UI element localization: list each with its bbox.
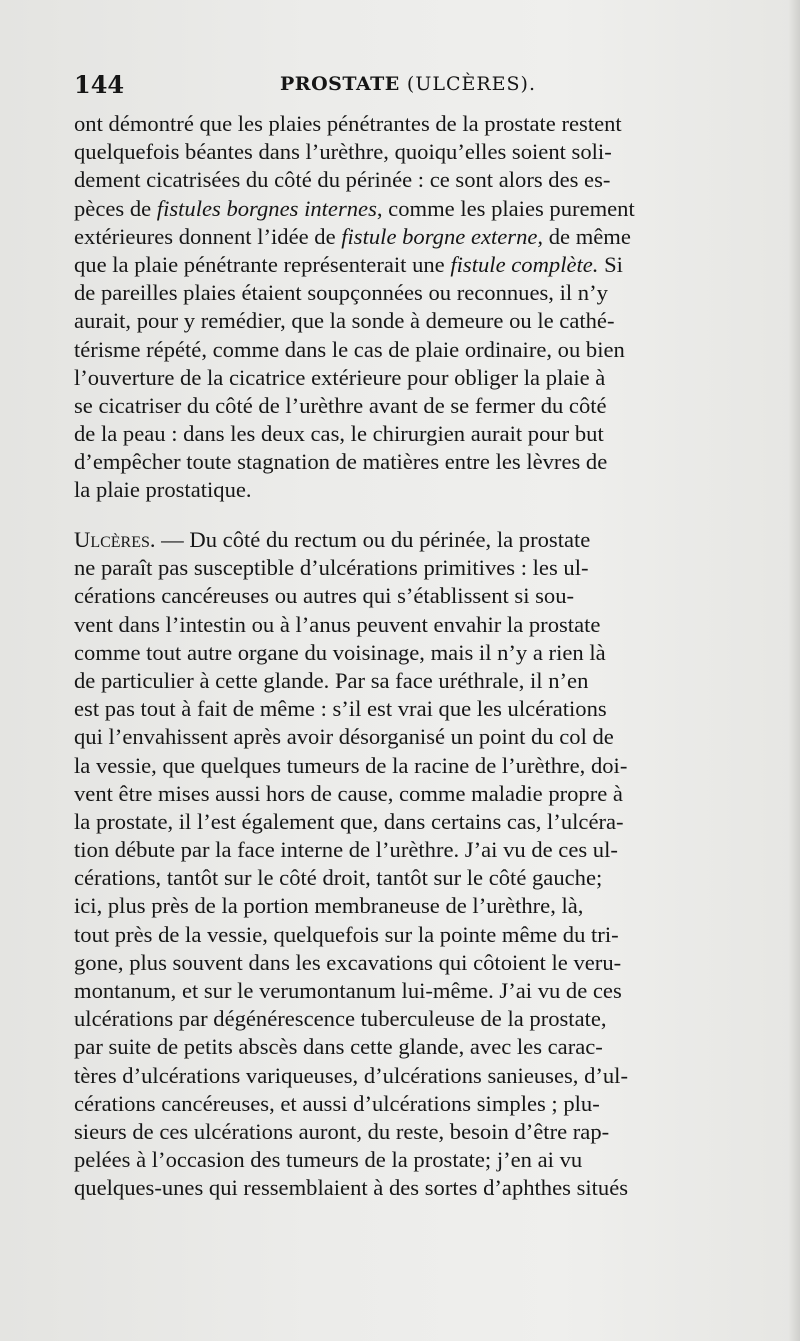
text-line: la vessie, que quelques tumeurs de la racine de l’urèthre, doi- [74, 752, 628, 778]
text-segment: extérieures donnent l’idée de [74, 223, 342, 249]
text-line: par suite de petits abscès dans cette glande, avec les carac- [74, 1034, 603, 1060]
text-line: pelées à l’occasion des tumeurs de la prostate; j’en ai vu [74, 1147, 583, 1173]
text-line: se cicatriser du côté de l’urèthre avant de se fermer du côté [74, 392, 607, 418]
text-line: la prostate, il l’est également que, dans certains cas, l’ulcéra- [74, 808, 624, 834]
text-line: la plaie prostatique. [74, 477, 252, 503]
paragraph-ulceres [74, 526, 742, 1203]
text-segment: Si [598, 251, 623, 277]
section-heading: Ulcères. [74, 527, 156, 552]
running-title [74, 73, 742, 95]
text-line: ici, plus près de la portion membraneuse de l’urèthre, là, [74, 893, 584, 919]
text-line: qui l’envahissent après avoir désorganisé un point du col de [74, 724, 614, 750]
text-line: tout près de la vessie, quelquefois sur la pointe même du tri- [74, 921, 619, 947]
text-segment: pèces de [74, 195, 157, 221]
paragraph-plaies [74, 110, 742, 505]
text-line: aurait, pour y remédier, que la sonde à demeure ou le cathé- [74, 308, 615, 334]
text-line: cérations cancéreuses, et aussi d’ulcérations simples ; plu- [74, 1090, 600, 1116]
text-line: vent dans l’intestin ou à l’anus peuvent envahir la prostate [74, 611, 601, 637]
text-line: dement cicatrisées du côté du périnée : ce sont alors des es- [74, 167, 611, 193]
text-line: d’empêcher toute stagnation de matières entre les lèvres de [74, 449, 608, 475]
text-line: tères d’ulcérations variqueuses, d’ulcérations sanieuses, d’ul- [74, 1062, 628, 1088]
running-header [74, 70, 742, 110]
text-line: vent être mises aussi hors de cause, comme maladie propre à [74, 780, 623, 806]
text-line: cérations cancéreuses ou autres qui s’établissent si sou- [74, 583, 575, 609]
text-line: quelques-unes qui ressemblaient à des sortes d’aphthes situés [74, 1175, 629, 1201]
text-line [74, 195, 742, 223]
running-title-section: (ULCÈRES). [406, 73, 536, 95]
italic-term: fistule borgne externe, [341, 223, 544, 249]
text-line: ulcérations par dégénérescence tuberculeuse de la prostate, [74, 1006, 607, 1032]
text-line: de pareilles plaies étaient soupçonnées ou reconnues, il n’y [74, 280, 608, 306]
text-line: l’ouverture de la cicatrice extérieure pour obliger la plaie à [74, 364, 606, 390]
italic-term: fistules borgnes internes [156, 195, 377, 221]
text-line: comme tout autre organe du voisinage, mais il n’y a rien là [74, 639, 606, 665]
text-line [74, 526, 742, 554]
text-line: térisme répété, comme dans le cas de plaie ordinaire, ou bien [74, 336, 625, 362]
text-line: sieurs de ces ulcérations auront, du reste, besoin d’être rap- [74, 1118, 610, 1144]
text-line [74, 251, 742, 279]
running-title-main: PROSTATE [280, 73, 400, 95]
text-line: ne paraît pas susceptible d’ulcérations primitives : les ul- [74, 555, 589, 581]
text-line: est pas tout à fait de même : s’il est vrai que les ulcérations [74, 696, 607, 722]
italic-term: fistule complète. [450, 251, 599, 277]
text-segment: que la plaie pénétrante représenterait une [74, 251, 451, 277]
text-line: cérations, tantôt sur le côté droit, tantôt sur le côté gauche; [74, 865, 603, 891]
text-line [74, 223, 742, 251]
text-line: ont démontré que les plaies pénétrantes de la prostate restent [74, 111, 622, 136]
text-segment: de même [543, 223, 631, 249]
text-segment: , comme les plaies purement [376, 195, 635, 221]
text-line: gone, plus souvent dans les excavations qui côtoient le veru- [74, 949, 622, 975]
text-line: montanum, et sur le verumontanum lui-même. J’ai vu de ces [74, 978, 622, 1003]
text-line: quelquefois béantes dans l’urèthre, quoiqu’elles soient soli- [74, 139, 612, 165]
text-line: de particulier à cette glande. Par sa face uréthrale, il n’en [74, 667, 589, 693]
page-number: 144 [74, 70, 125, 99]
text-line: de la peau : dans les deux cas, le chirurgien aurait pour but [74, 421, 604, 447]
text-line: tion débute par la face interne de l’urèthre. J’ai vu de ces ul- [74, 837, 618, 863]
text-segment: — Du côté du rectum ou du périnée, la prostate [155, 527, 591, 552]
